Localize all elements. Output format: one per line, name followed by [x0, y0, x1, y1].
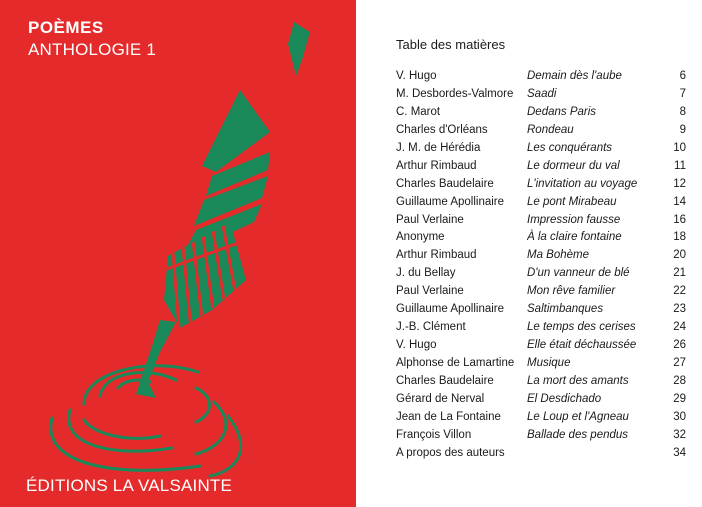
toc-list	[396, 68, 686, 463]
toc-poem: La mort des amants	[527, 374, 629, 387]
toc-author: J. du Bellay	[396, 267, 456, 280]
toc-page: 30	[673, 410, 686, 423]
toc-author: François Villon	[396, 428, 472, 441]
toc-author: A propos des auteurs	[396, 446, 505, 459]
toc-author: Arthur Rimbaud	[396, 159, 477, 172]
toc-author: Jean de La Fontaine	[396, 410, 501, 423]
toc-author: Paul Verlaine	[396, 285, 464, 298]
toc-page: 10	[673, 141, 686, 154]
toc-entry	[396, 301, 686, 319]
toc-entry	[396, 445, 686, 463]
toc-entry	[396, 194, 686, 212]
toc-author: C. Marot	[396, 105, 441, 118]
toc-poem: Saltimbanques	[527, 303, 604, 316]
toc-entry	[396, 319, 686, 337]
toc-entry	[396, 427, 686, 445]
toc-page: 24	[673, 321, 686, 334]
cover-publisher: ÉDITIONS LA VALSAINTE	[26, 476, 233, 495]
toc-page: 9	[679, 123, 686, 136]
toc-heading: Table des matières	[396, 37, 506, 52]
toc-poem: L'invitation au voyage	[527, 177, 638, 190]
toc-poem: Le dormeur du val	[527, 159, 620, 172]
toc-poem: Ma Bohème	[527, 249, 590, 262]
toc-poem: El Desdichado	[527, 392, 602, 405]
toc-poem: Impression fausse	[527, 213, 621, 226]
toc-author: Charles Baudelaire	[396, 177, 494, 190]
toc-page: 18	[673, 231, 686, 244]
toc-page: 26	[673, 339, 686, 352]
cover-subtitle: ANTHOLOGIE 1	[28, 40, 157, 59]
toc-author: Guillaume Apollinaire	[396, 303, 505, 316]
toc-entry	[396, 176, 686, 194]
toc-author: Gérard de Nerval	[396, 392, 485, 405]
toc-entry	[396, 140, 686, 158]
toc-author: Paul Verlaine	[396, 213, 464, 226]
toc-page: 6	[679, 70, 686, 82]
toc-poem: Ballade des pendus	[527, 428, 629, 441]
toc-page: 14	[673, 195, 686, 208]
toc-poem: Le temps des cerises	[527, 321, 636, 334]
toc-page: 8	[679, 105, 686, 118]
table-of-contents	[396, 36, 686, 463]
toc-entry	[396, 86, 686, 104]
toc-poem: Elle était déchaussée	[527, 339, 637, 352]
toc-author: V. Hugo	[396, 339, 437, 352]
toc-author: Charles Baudelaire	[396, 374, 494, 387]
toc-author: J. M. de Hérédia	[396, 141, 481, 154]
toc-poem: Mon rêve familier	[527, 285, 616, 298]
toc-poem: Saadi	[527, 87, 557, 100]
toc-poem: Rondeau	[527, 123, 574, 136]
toc-page: 12	[673, 177, 686, 190]
toc-poem: D'un vanneur de blé	[527, 267, 630, 280]
toc-author: Arthur Rimbaud	[396, 249, 477, 262]
toc-entry	[396, 122, 686, 140]
toc-entry	[396, 391, 686, 409]
toc-poem: Musique	[527, 357, 571, 369]
toc-poem	[527, 445, 662, 463]
toc-poem: Les conquérants	[527, 141, 613, 154]
toc-author: Anonyme	[396, 231, 445, 244]
toc-page: 22	[673, 285, 686, 298]
toc-page: 29	[673, 392, 686, 405]
toc-poem: À la claire fontaine	[527, 231, 622, 244]
toc-author: Guillaume Apollinaire	[396, 195, 505, 208]
toc-entry	[396, 229, 686, 247]
toc-poem: Dedans Paris	[527, 105, 597, 118]
toc-author: Charles d'Orléans	[396, 123, 488, 136]
toc-entry	[396, 104, 686, 122]
toc-author: V. Hugo	[396, 70, 437, 82]
toc-entry	[396, 337, 686, 355]
toc-entry	[396, 265, 686, 283]
toc-page: 32	[673, 428, 686, 441]
toc-entry	[396, 247, 686, 265]
toc-page: 11	[674, 159, 686, 172]
toc-entry	[396, 355, 686, 373]
toc-poem: Le pont Mirabeau	[527, 195, 617, 208]
toc-author: M. Desbordes-Valmore	[396, 87, 514, 100]
toc-page: 7	[679, 87, 686, 100]
toc-page: 20	[673, 249, 686, 262]
toc-entry	[396, 68, 686, 86]
toc-page: 21	[673, 267, 686, 280]
toc-author: J.-B. Clément	[396, 321, 466, 334]
toc-page: 16	[673, 213, 686, 226]
cover-title: POÈMES	[28, 18, 104, 37]
toc-entry	[396, 158, 686, 176]
toc-entry	[396, 283, 686, 301]
toc-page: 27	[673, 357, 686, 369]
toc-entry	[396, 409, 686, 427]
toc-poem: Le Loup et l'Agneau	[527, 410, 629, 423]
toc-entry	[396, 212, 686, 230]
toc-page: 23	[673, 303, 686, 316]
toc-page: 34	[673, 446, 686, 459]
toc-author: Alphonse de Lamartine	[396, 357, 515, 369]
toc-poem: Demain dès l'aube	[527, 70, 622, 82]
toc-entry	[396, 373, 686, 391]
toc-page: 28	[673, 374, 686, 387]
